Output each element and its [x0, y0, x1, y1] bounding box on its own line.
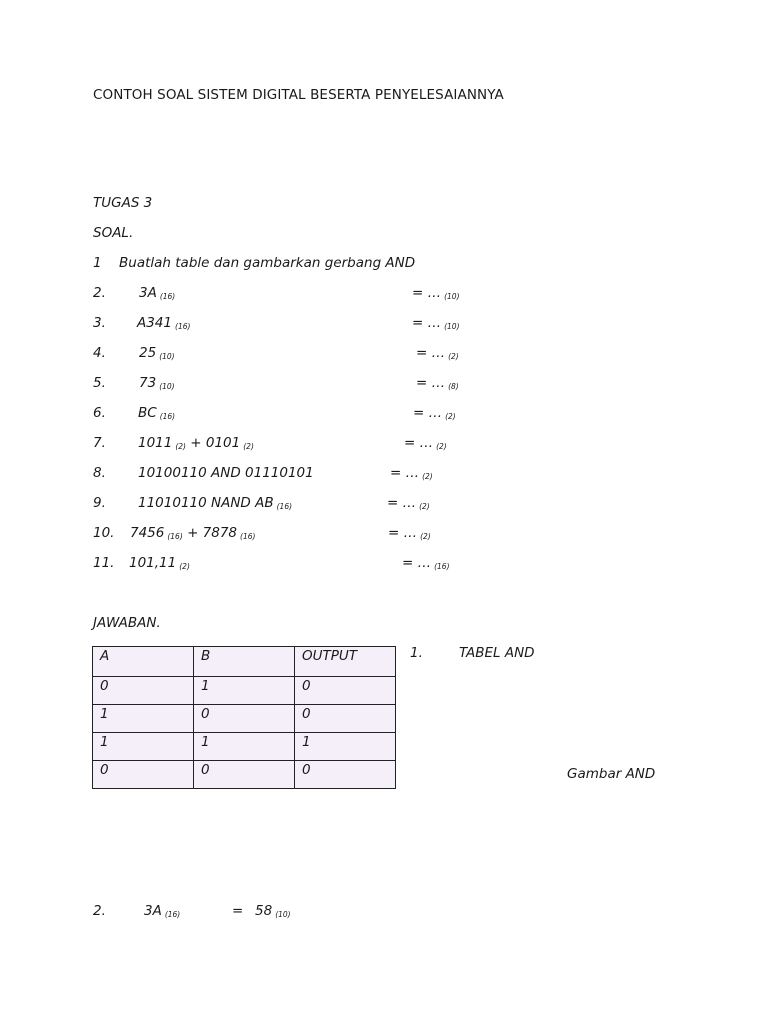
- question-10-number: 10.: [93, 525, 115, 541]
- question-result: = … $_{(8)}$: [416, 375, 459, 391]
- question-expression: A341 $_{(16)}$: [137, 315, 191, 331]
- table-cell: 0: [295, 677, 396, 705]
- question-number: 5.: [93, 375, 106, 391]
- answer-2-expression: 3A $_{(16)}$: [144, 903, 181, 919]
- question-7-number: 7.: [93, 435, 106, 451]
- question-expression: 25 $_{(10)}$: [139, 345, 175, 361]
- table-cell: 0: [295, 705, 396, 733]
- table-header-cell: OUTPUT: [295, 647, 396, 677]
- table-cell: 1: [194, 677, 295, 705]
- table-cell: 1: [93, 705, 194, 733]
- assignment-label: TUGAS 3: [93, 195, 153, 211]
- question-11-result: = … $_{(16)}$: [402, 555, 450, 571]
- questions-heading: SOAL.: [93, 225, 134, 241]
- document-title: CONTOH SOAL SISTEM DIGITAL BESERTA PENYELESAIANNYA: [93, 87, 504, 103]
- question-number: 6.: [93, 405, 106, 421]
- table-cell: 1: [194, 733, 295, 761]
- question-8-number: 8.: [93, 465, 106, 481]
- table-header-cell: A: [93, 647, 194, 677]
- question-expression: BC $_{(16)}$: [138, 405, 176, 421]
- answer-1-label: TABEL AND: [459, 645, 535, 661]
- table-row: [93, 761, 396, 789]
- question-8-expression: 10100110 AND 01110101: [138, 465, 314, 481]
- table-row: [93, 705, 396, 733]
- answer-2-result: 58 $_{(10)}$: [255, 903, 291, 919]
- table-row: [93, 677, 396, 705]
- table-cell: 0: [194, 705, 295, 733]
- question-number: 2.: [93, 285, 106, 301]
- question-9-expression: 11010110 NAND AB $_{(16)}$: [138, 495, 293, 511]
- question-7-result: = … $_{(2)}$: [404, 435, 447, 451]
- question-7-expression: 1011 $_{(2)}$ + 0101 $_{(2)}$: [138, 435, 254, 451]
- question-expression: 73 $_{(10)}$: [139, 375, 175, 391]
- table-row: [93, 733, 396, 761]
- answer-2-number: 2.: [93, 903, 106, 919]
- question-expression: 3A $_{(16)}$: [139, 285, 176, 301]
- table-cell: 0: [93, 761, 194, 789]
- question-11-number: 11.: [93, 555, 115, 571]
- and-truth-table: [92, 646, 396, 789]
- question-10-result: = … $_{(2)}$: [388, 525, 431, 541]
- question-9-number: 9.: [93, 495, 106, 511]
- question-result: = … $_{(10)}$: [412, 315, 460, 331]
- table-cell: 1: [295, 733, 396, 761]
- question-number: 4.: [93, 345, 106, 361]
- table-cell: 0: [194, 761, 295, 789]
- table-header-cell: B: [194, 647, 295, 677]
- question-result: = … $_{(2)}$: [416, 345, 459, 361]
- question-11-expression: 101,11 $_{(2)}$: [129, 555, 190, 571]
- table-header-row: [93, 647, 396, 677]
- table-cell: 1: [93, 733, 194, 761]
- question-result: = … $_{(2)}$: [413, 405, 456, 421]
- table-cell: 0: [295, 761, 396, 789]
- answer-1-number: 1.: [410, 645, 423, 661]
- question-8-result: = … $_{(2)}$: [390, 465, 433, 481]
- question-9-result: = … $_{(2)}$: [387, 495, 430, 511]
- question-1-number: 1: [93, 255, 102, 271]
- question-1-text: Buatlah table dan gambarkan gerbang AND: [119, 255, 416, 271]
- gambar-and-label: Gambar AND: [567, 766, 656, 782]
- answers-heading: JAWABAN.: [93, 615, 161, 631]
- table-cell: 0: [93, 677, 194, 705]
- question-10-expression: 7456 $_{(16)}$ + 7878 $_{(16)}$: [130, 525, 256, 541]
- answer-2-equals: =: [232, 903, 244, 919]
- question-result: = … $_{(10)}$: [412, 285, 460, 301]
- question-number: 3.: [93, 315, 106, 331]
